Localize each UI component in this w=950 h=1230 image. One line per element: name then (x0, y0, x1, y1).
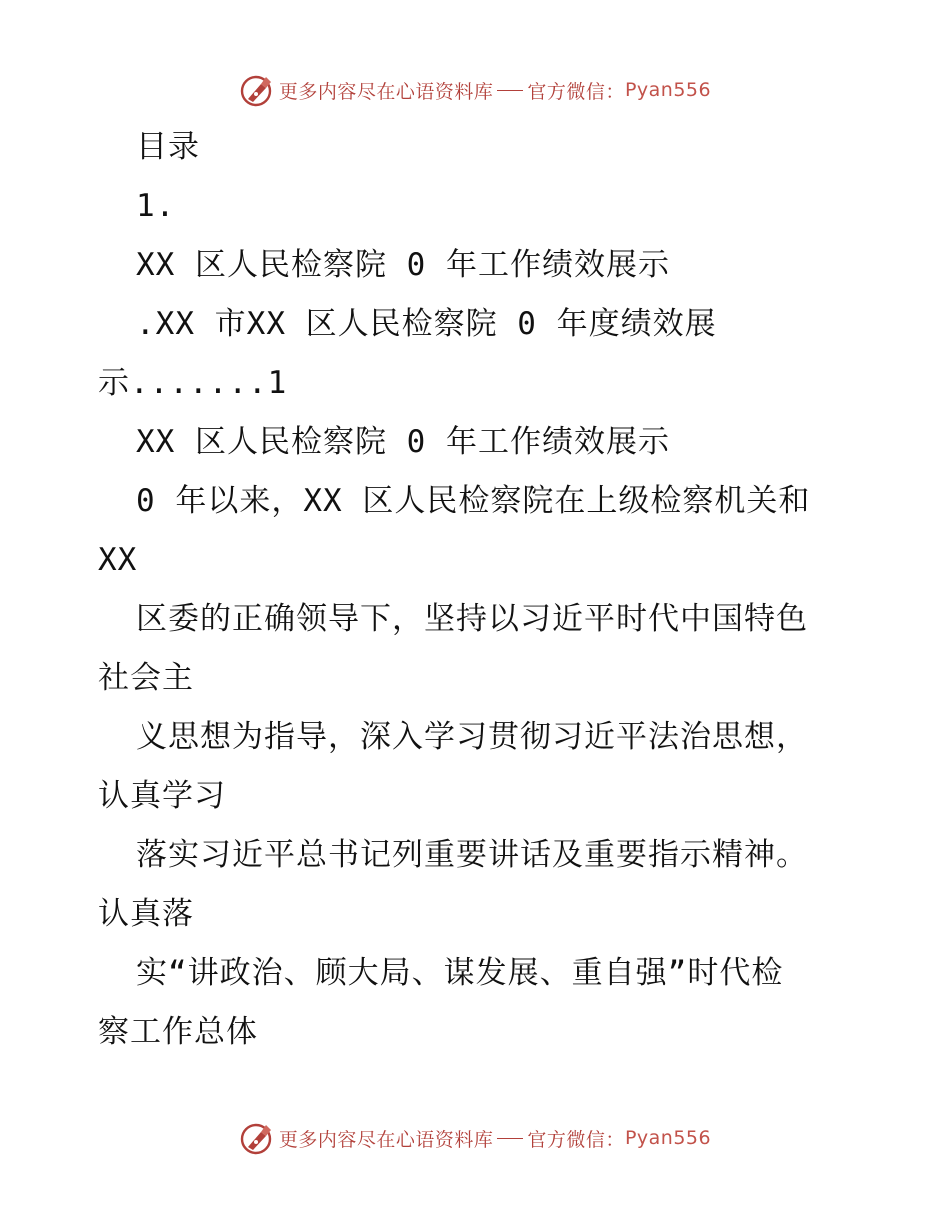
paragraph-line: 落实习近平总书记列重要讲话及重要指示精神。 (136, 837, 808, 873)
paragraph-line: XX (98, 542, 138, 578)
toc-entry-title: XX 区人民检察院 0 年工作绩效展示 (136, 247, 670, 283)
banner-wechat-id: Pyan556 (624, 1127, 712, 1149)
banner-wechat-label: 官方微信： (527, 1128, 625, 1151)
paragraph-line: 认真落 (98, 896, 194, 932)
paragraph-line: 察工作总体 (98, 1014, 258, 1050)
toc-entry-line: .XX 市XX 区人民检察院 0 年度绩效展 (136, 306, 717, 342)
banner-divider (497, 90, 523, 91)
paragraph-line: 实“讲政治、顾大局、谋发展、重自强”时代检 (136, 955, 784, 991)
banner-text: 更多内容尽在心语资料库 (278, 80, 494, 103)
banner-text: 更多内容尽在心语资料库 (278, 1128, 494, 1151)
banner-wechat-label: 官方微信： (527, 80, 625, 103)
toc-entry-page: 示.......1 (98, 365, 288, 401)
paragraph-line: 区委的正确领导下，坚持以习近平时代中国特色 (136, 601, 808, 637)
document-body (98, 118, 868, 1062)
paragraph-line: 社会主 (98, 660, 194, 696)
footer-banner (0, 1118, 950, 1158)
section-title: XX 区人民检察院 0 年工作绩效展示 (136, 424, 670, 460)
paragraph-line: 0 年以来，XX 区人民检察院在上级检察机关和 (136, 483, 811, 519)
toc-number: 1. (136, 188, 176, 224)
banner-wechat-id: Pyan556 (624, 79, 712, 101)
header-banner (0, 70, 950, 110)
fountain-pen-logo-icon (239, 1120, 275, 1156)
paragraph-line: 认真学习 (98, 778, 226, 814)
fountain-pen-logo-icon (239, 72, 275, 108)
toc-heading: 目录 (136, 129, 200, 165)
banner-divider (497, 1138, 523, 1139)
paragraph-line: 义思想为指导，深入学习贯彻习近平法治思想， (136, 719, 808, 755)
